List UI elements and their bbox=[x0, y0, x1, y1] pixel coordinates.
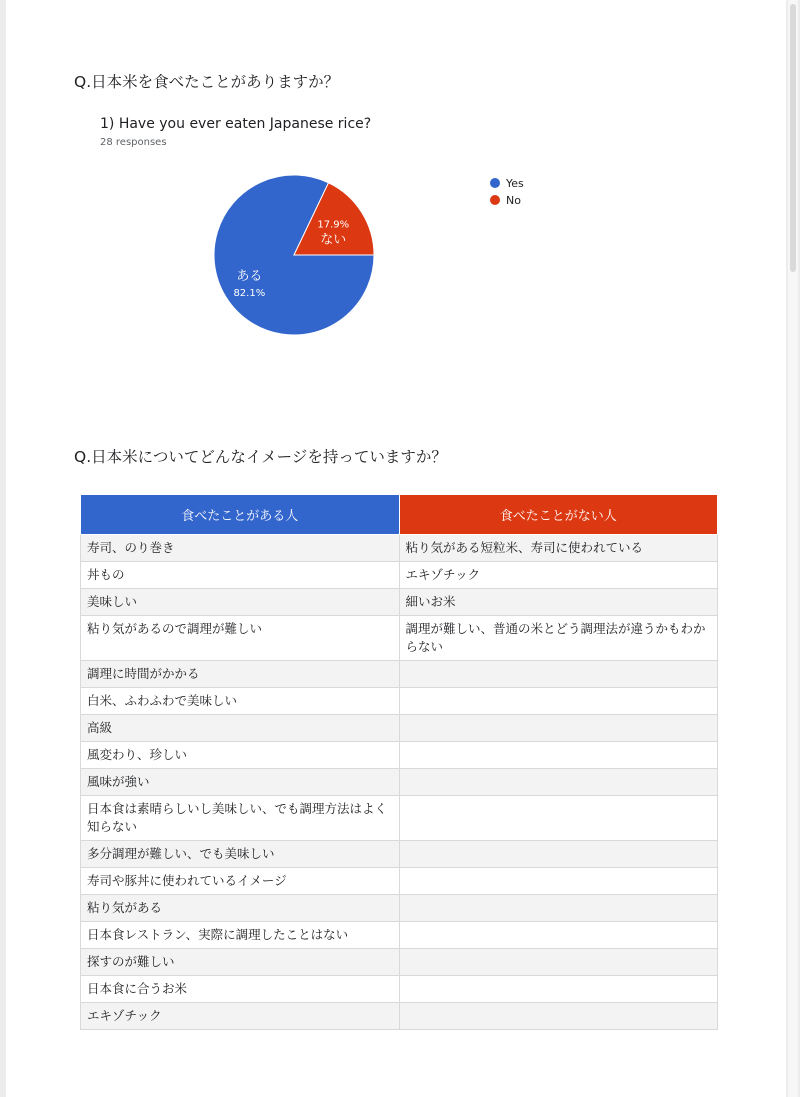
cell-eaten: 多分調理が難しい、でも美味しい bbox=[81, 841, 400, 868]
legend-item-no[interactable] bbox=[490, 192, 524, 208]
pie-percent-yes: 82.1% bbox=[233, 288, 266, 300]
table-row bbox=[81, 949, 718, 976]
table-row bbox=[81, 895, 718, 922]
header-not-eaten: 食べたことがない人 bbox=[399, 495, 718, 535]
cell-eaten: 粘り気があるので調理が難しい bbox=[81, 616, 400, 661]
cell-eaten: エキゾチック bbox=[81, 1003, 400, 1030]
legend-item-yes[interactable] bbox=[490, 175, 524, 191]
table-row bbox=[81, 535, 718, 562]
cell-eaten: 寿司や豚丼に使われているイメージ bbox=[81, 868, 400, 895]
cell-eaten: 調理に時間がかかる bbox=[81, 661, 400, 688]
cell-eaten: 日本食は素晴らしいし美味しい、でも調理方法はよく知らない bbox=[81, 796, 400, 841]
table-row bbox=[81, 976, 718, 1003]
pie-label-no: ない bbox=[320, 232, 347, 248]
chart-legend bbox=[490, 175, 524, 209]
chart-title: 1) Have you ever eaten Japanese rice? bbox=[100, 116, 372, 132]
cell-not-eaten bbox=[399, 922, 718, 949]
table-row bbox=[81, 922, 718, 949]
cell-eaten: 高級 bbox=[81, 715, 400, 742]
cell-not-eaten: 調理が難しい、普通の米とどう調理法が違うかもわからない bbox=[399, 616, 718, 661]
cell-not-eaten: 細いお米 bbox=[399, 589, 718, 616]
cell-not-eaten bbox=[399, 1003, 718, 1030]
cell-eaten: 白米、ふわふわで美味しい bbox=[81, 688, 400, 715]
cell-not-eaten bbox=[399, 841, 718, 868]
question-1-heading: Q.日本米を食べたことがありますか？ bbox=[74, 73, 340, 91]
question-2-heading: Q.日本米についてどんなイメージを持っていますか？ bbox=[74, 448, 447, 466]
document-page bbox=[6, 0, 786, 1097]
cell-eaten: 風味が強い bbox=[81, 769, 400, 796]
table-row bbox=[81, 562, 718, 589]
cell-not-eaten bbox=[399, 976, 718, 1003]
cell-not-eaten bbox=[399, 895, 718, 922]
cell-eaten: 探すのが難しい bbox=[81, 949, 400, 976]
legend-dot-icon bbox=[490, 195, 500, 205]
pie-chart bbox=[6, 0, 786, 360]
scrollbar[interactable] bbox=[788, 0, 798, 1097]
cell-not-eaten bbox=[399, 688, 718, 715]
cell-not-eaten bbox=[399, 949, 718, 976]
pie-label-yes: ある bbox=[236, 269, 263, 285]
table-row bbox=[81, 616, 718, 661]
cell-not-eaten bbox=[399, 769, 718, 796]
pie-percent-no: 17.9% bbox=[317, 219, 350, 231]
cell-not-eaten: 粘り気がある短粒米、寿司に使われている bbox=[399, 535, 718, 562]
legend-dot-icon bbox=[490, 178, 500, 188]
table-row bbox=[81, 868, 718, 895]
cell-not-eaten bbox=[399, 868, 718, 895]
table-row bbox=[81, 796, 718, 841]
legend-label: No bbox=[506, 193, 521, 207]
cell-not-eaten bbox=[399, 661, 718, 688]
cell-eaten: 日本食に合うお米 bbox=[81, 976, 400, 1003]
table-row bbox=[81, 589, 718, 616]
table-header-row bbox=[81, 495, 718, 535]
cell-eaten: 粘り気がある bbox=[81, 895, 400, 922]
table-row bbox=[81, 715, 718, 742]
cell-eaten: 美味しい bbox=[81, 589, 400, 616]
header-eaten: 食べたことがある人 bbox=[81, 495, 400, 535]
table-row bbox=[81, 1003, 718, 1030]
table-row bbox=[81, 742, 718, 769]
cell-not-eaten bbox=[399, 796, 718, 841]
table-row bbox=[81, 688, 718, 715]
table-row bbox=[81, 661, 718, 688]
cell-eaten: 風変わり、珍しい bbox=[81, 742, 400, 769]
legend-label: Yes bbox=[506, 176, 524, 190]
cell-not-eaten bbox=[399, 742, 718, 769]
scrollbar-thumb[interactable] bbox=[790, 4, 796, 272]
cell-not-eaten: エキゾチック bbox=[399, 562, 718, 589]
chart-response-count: 28 responses bbox=[100, 137, 167, 148]
cell-not-eaten bbox=[399, 715, 718, 742]
cell-eaten: 日本食レストラン、実際に調理したことはない bbox=[81, 922, 400, 949]
table-row bbox=[81, 841, 718, 868]
cell-eaten: 寿司、のり巻き bbox=[81, 535, 400, 562]
cell-eaten: 丼もの bbox=[81, 562, 400, 589]
table-row bbox=[81, 769, 718, 796]
answers-table bbox=[80, 494, 718, 1030]
